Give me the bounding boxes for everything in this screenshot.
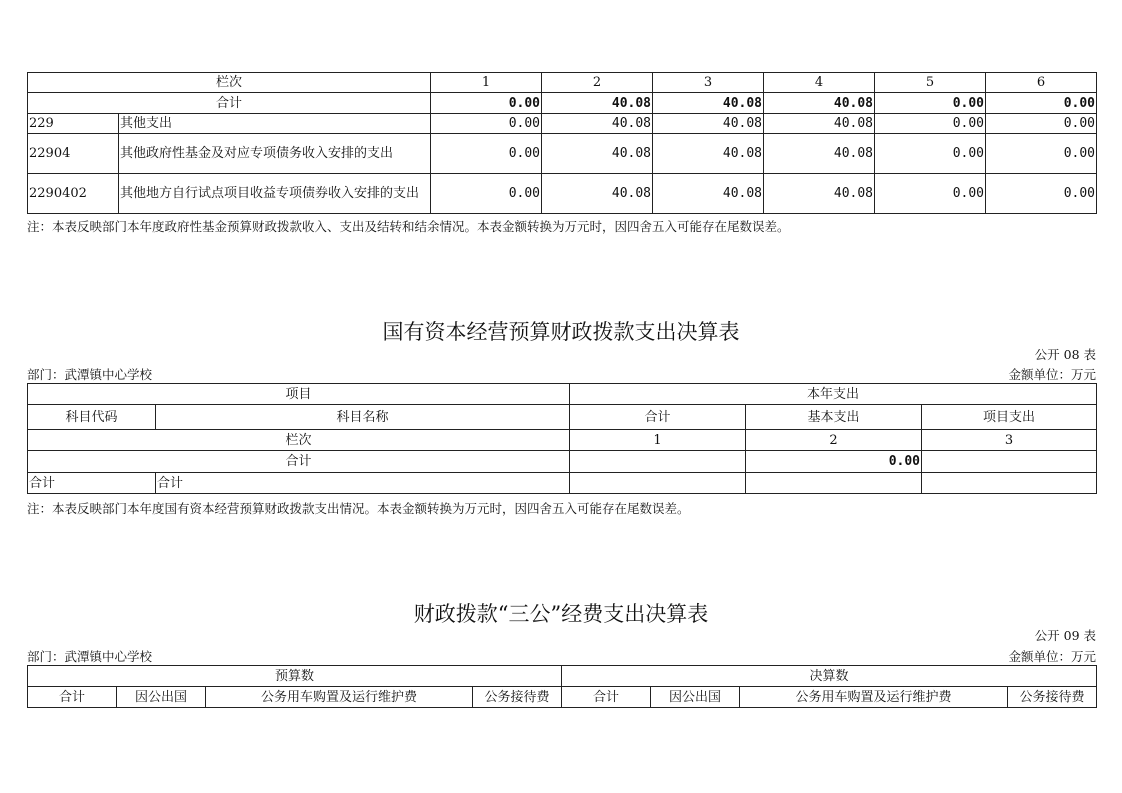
final-header: 决算数: [562, 666, 1097, 687]
total-value: 40.08: [542, 93, 653, 114]
basic-header: 基本支出: [746, 405, 922, 430]
cell-value: 40.08: [542, 134, 653, 174]
cell-value: 0.00: [875, 134, 986, 174]
col-header: 因公出国: [117, 687, 206, 708]
col-header: 公务用车购置及运行维护费: [740, 687, 1008, 708]
cell-value: 0.00: [875, 174, 986, 214]
col-header: 公务接待费: [473, 687, 562, 708]
seq-label: 栏次: [28, 430, 570, 451]
table-row: [28, 174, 1097, 214]
col-header: 5: [875, 73, 986, 93]
cell-value: 0.00: [986, 174, 1097, 214]
subject-name: 其他地方自行试点项目收益专项债券收入安排的支出: [119, 174, 431, 214]
total-label: 合计: [28, 93, 431, 114]
cell-value: 40.08: [764, 174, 875, 214]
subject-code: 22904: [28, 134, 119, 174]
cell-value: 40.08: [542, 174, 653, 214]
col-header: 3: [653, 73, 764, 93]
col-header: 公务接待费: [1008, 687, 1097, 708]
col-header: 6: [986, 73, 1097, 93]
cell-value: 0.00: [986, 114, 1097, 134]
department-label: 部门：武潭镇中心学校: [27, 367, 153, 382]
col-header: 3: [922, 430, 1097, 451]
table-header-row: [28, 73, 1097, 93]
col-header: 合计: [28, 687, 117, 708]
col-header: 公务用车购置及运行维护费: [206, 687, 473, 708]
cell-value: 0.00: [431, 174, 542, 214]
col-header: 2: [542, 73, 653, 93]
total-value: 40.08: [653, 93, 764, 114]
col-header: 4: [764, 73, 875, 93]
code-header: 科目代码: [28, 405, 156, 430]
table-row: [28, 114, 1097, 134]
cell-value: 40.08: [653, 134, 764, 174]
cell-value: [746, 473, 922, 494]
three-public-table: [27, 665, 1097, 708]
form-number: 公开 09 表: [1034, 628, 1096, 643]
cell-value: 0.00: [431, 134, 542, 174]
col-header: 2: [746, 430, 922, 451]
cell-value: [922, 473, 1097, 494]
total-value: [922, 451, 1097, 473]
subject-name: 其他政府性基金及对应专项债务收入安排的支出: [119, 134, 431, 174]
department-label: 部门：武潭镇中心学校: [27, 649, 153, 664]
table-header-row: [28, 687, 1097, 708]
project-header: 项目: [28, 384, 570, 405]
total-row: [28, 451, 1097, 473]
form-number: 公开 08 表: [1034, 347, 1096, 362]
table-header-row: [28, 666, 1097, 687]
total-label: 合计: [28, 451, 570, 473]
table-header-row: [28, 405, 1097, 430]
total-value: 0.00: [746, 451, 922, 473]
subject-code: 2290402: [28, 174, 119, 214]
col-header: 1: [431, 73, 542, 93]
subject-name: 其他支出: [119, 114, 431, 134]
total-value: 40.08: [764, 93, 875, 114]
seq-row: [28, 430, 1097, 451]
fund-budget-table: [27, 72, 1097, 214]
name-header: 科目名称: [156, 405, 570, 430]
col-header: 1: [570, 430, 746, 451]
unit-label: 金额单位：万元: [1008, 367, 1096, 382]
total-value: 0.00: [431, 93, 542, 114]
state-capital-table: [27, 383, 1097, 494]
cell-value: 40.08: [542, 114, 653, 134]
cell-value: 40.08: [653, 114, 764, 134]
table-row: [28, 473, 1097, 494]
table-row: [28, 134, 1097, 174]
table-note: 注：本表反映部门本年度政府性基金预算财政拨款收入、支出及结转和结余情况。本表金额转换为万元时，因四舍五入可能存在尾数误差。: [27, 219, 790, 234]
col-header: 合计: [562, 687, 651, 708]
year-expense-header: 本年支出: [570, 384, 1097, 405]
cell-value: 0.00: [986, 134, 1097, 174]
page-title: 国有资本经营预算财政拨款支出决算表: [382, 320, 740, 344]
seq-label: 栏次: [28, 73, 431, 93]
total-row: [28, 93, 1097, 114]
table-note: 注：本表反映部门本年度国有资本经营预算财政拨款支出情况。本表金额转换为万元时，因四舍五入可能存在尾数误差。: [27, 501, 690, 516]
cell-value: 40.08: [764, 134, 875, 174]
cell-value: 0.00: [875, 114, 986, 134]
cell-value: 0.00: [431, 114, 542, 134]
col-header: 因公出国: [651, 687, 740, 708]
table-header-row: [28, 384, 1097, 405]
total-header: 合计: [570, 405, 746, 430]
cell-value: 40.08: [764, 114, 875, 134]
project-expense-header: 项目支出: [922, 405, 1097, 430]
subject-code: 229: [28, 114, 119, 134]
subject-name: 合计: [156, 473, 570, 494]
unit-label: 金额单位：万元: [1008, 649, 1096, 664]
budget-header: 预算数: [28, 666, 562, 687]
total-value: [570, 451, 746, 473]
total-value: 0.00: [875, 93, 986, 114]
cell-value: [570, 473, 746, 494]
subject-code: 合计: [28, 473, 156, 494]
page-title: 财政拨款“三公”经费支出决算表: [413, 602, 709, 626]
total-value: 0.00: [986, 93, 1097, 114]
cell-value: 40.08: [653, 174, 764, 214]
